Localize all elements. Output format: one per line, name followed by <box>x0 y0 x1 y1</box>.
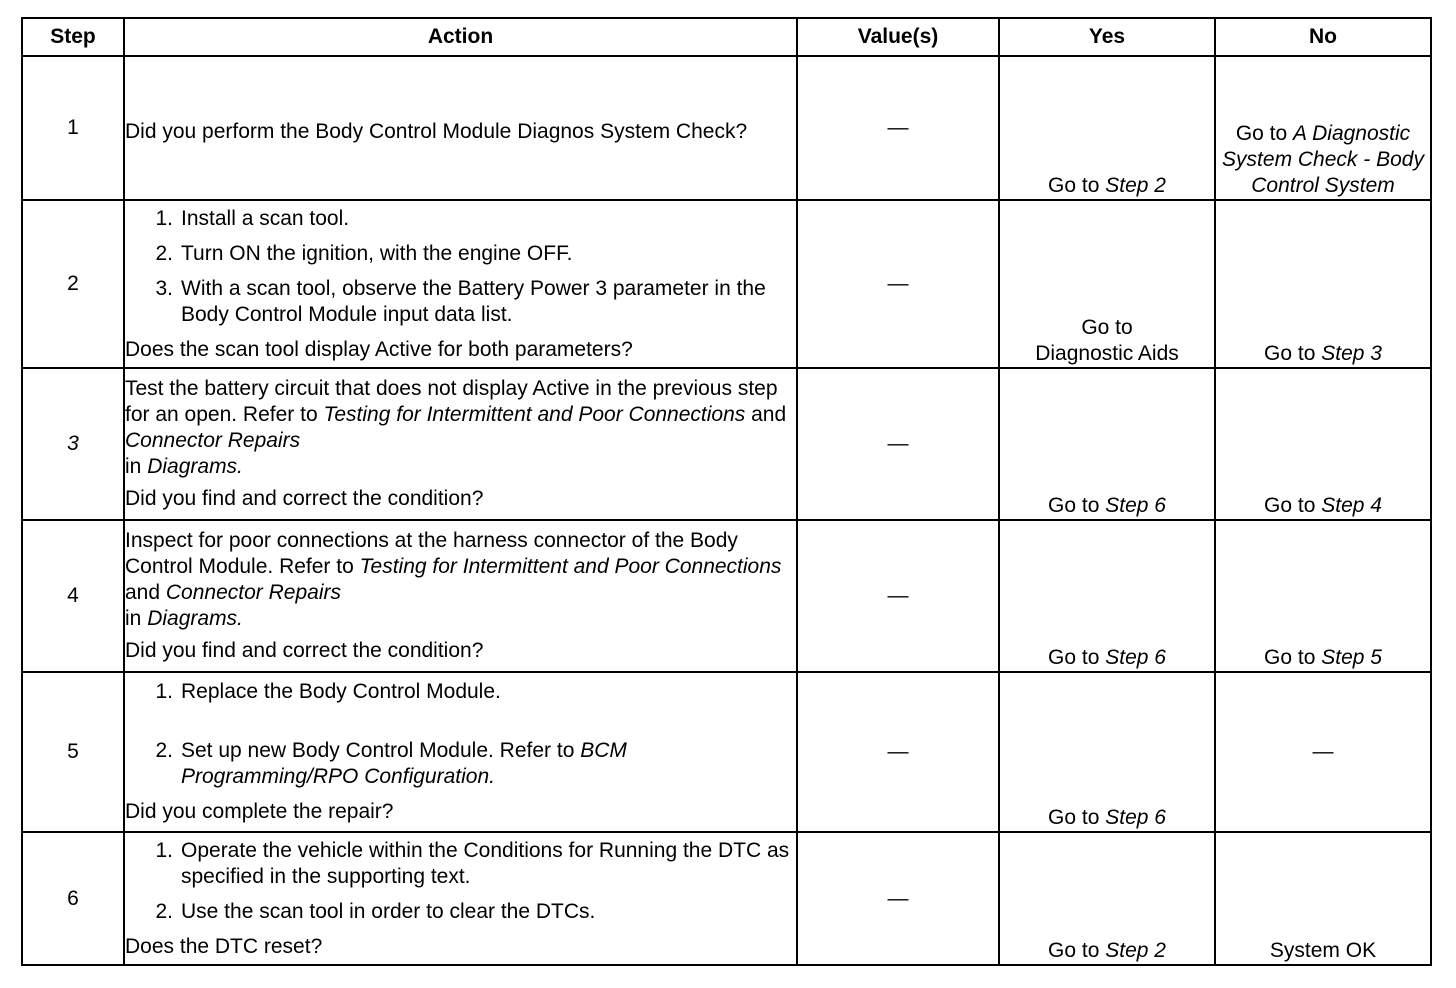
action-question: Did you complete the repair? <box>125 800 394 823</box>
table-row <box>22 368 1431 520</box>
step-link[interactable]: Step 2 <box>1105 174 1166 197</box>
no-cell: Go to Step 3 <box>1215 200 1431 368</box>
step-number: 1 <box>22 56 124 200</box>
step-link[interactable]: Step 4 <box>1321 494 1382 517</box>
action-cell <box>124 832 797 965</box>
substep-list <box>125 679 796 790</box>
value-cell: — <box>797 672 999 832</box>
action-cell <box>124 520 797 672</box>
yes-cell: Go to Step 6 <box>999 520 1215 672</box>
step-number: 6 <box>22 832 124 965</box>
value-cell: — <box>797 56 999 200</box>
step-number: 3 <box>22 368 124 520</box>
substep: 1. Replace the Body Control Module. <box>155 680 501 703</box>
header-row <box>22 18 1431 56</box>
value-cell: — <box>797 520 999 672</box>
substep-list <box>125 838 796 925</box>
header-no: No <box>1215 18 1431 56</box>
reference-link[interactable]: Testing for Intermittent and Poor Connections <box>323 403 746 426</box>
table-row <box>22 672 1431 832</box>
yes-cell: Go to Diagnostic Aids <box>999 200 1215 368</box>
diagnostic-table <box>21 17 1432 966</box>
table-row <box>22 200 1431 368</box>
step-number: 5 <box>22 672 124 832</box>
reference-link[interactable]: Diagrams. <box>147 607 243 630</box>
step-link[interactable]: Step 6 <box>1105 494 1166 517</box>
procedure-link[interactable]: A Diagnostic System Check - Body Control System <box>1222 122 1424 197</box>
yes-cell: Go to Step 2 <box>999 56 1215 200</box>
action-cell <box>124 56 797 200</box>
action-question: Did you perform the Body Control Module Diagnos System Check? <box>125 120 748 143</box>
step-number: 2 <box>22 200 124 368</box>
header-step: Step <box>22 18 124 56</box>
no-cell: Go to A Diagnostic System Check - Body Control System <box>1215 56 1431 200</box>
yes-cell: Go to Step 2 <box>999 832 1215 965</box>
action-text: Inspect for poor connections at the harness connector of the Body Control Module. Refer to Testing for Intermittent and Poor Connections and Connector Repairs in Diagrams. <box>125 529 782 630</box>
step-link[interactable]: Step 3 <box>1321 342 1382 365</box>
action-question: Did you find and correct the condition? <box>125 639 484 662</box>
action-question: Does the scan tool display Active for both parameters? <box>125 337 633 361</box>
action-cell <box>124 672 797 832</box>
value-cell: — <box>797 832 999 965</box>
reference-link[interactable]: Diagrams. <box>147 455 243 478</box>
substep-list <box>125 206 796 328</box>
action-text: Test the battery circuit that does not display Active in the previous step for an open. Refer to Testing for Intermittent and Poor Connections and Connector Repairs in Diagrams. <box>125 377 787 478</box>
step-number: 4 <box>22 520 124 672</box>
substep: 1. Install a scan tool. <box>155 206 350 230</box>
action-cell <box>124 200 797 368</box>
reference-link[interactable]: Connector Repairs <box>125 429 301 452</box>
no-cell: System OK <box>1215 832 1431 965</box>
substep: 2. Turn ON the ignition, with the engine OFF. <box>155 241 573 265</box>
table-row <box>22 520 1431 672</box>
procedure-link[interactable]: Diagnostic Aids <box>1035 342 1179 365</box>
substep: 2. Set up new Body Control Module. Refer to BCM Programming/RPO Configuration. <box>155 739 627 788</box>
table-row <box>22 56 1431 200</box>
substep: 2. Use the scan tool in order to clear the DTCs. <box>155 899 596 923</box>
value-cell: — <box>797 368 999 520</box>
action-question: Does the DTC reset? <box>125 934 323 958</box>
step-link[interactable]: Step 6 <box>1105 646 1166 669</box>
yes-cell: Go to Step 6 <box>999 672 1215 832</box>
table-row <box>22 832 1431 965</box>
header-action: Action <box>124 18 797 56</box>
header-values: Value(s) <box>797 18 999 56</box>
no-cell: Go to Step 5 <box>1215 520 1431 672</box>
value-cell: — <box>797 200 999 368</box>
header-yes: Yes <box>999 18 1215 56</box>
reference-link[interactable]: BCM Programming/RPO Configuration. <box>181 739 627 788</box>
substep: 3. With a scan tool, observe the Battery Power 3 parameter in the Body Control Module input data list. <box>155 276 766 326</box>
step-link[interactable]: Step 6 <box>1105 806 1166 829</box>
no-cell: Go to Step 4 <box>1215 368 1431 520</box>
yes-cell: Go to Step 6 <box>999 368 1215 520</box>
step-link[interactable]: Step 5 <box>1321 646 1382 669</box>
action-question: Did you find and correct the condition? <box>125 487 484 510</box>
no-cell: — <box>1215 672 1431 832</box>
substep: 1. Operate the vehicle within the Conditions for Running the DTC as specified in the supporting text. <box>155 838 790 888</box>
reference-link[interactable]: Testing for Intermittent and Poor Connections <box>359 555 782 578</box>
reference-link[interactable]: Connector Repairs <box>165 581 341 604</box>
step-link[interactable]: Step 2 <box>1105 939 1166 962</box>
action-cell <box>124 368 797 520</box>
